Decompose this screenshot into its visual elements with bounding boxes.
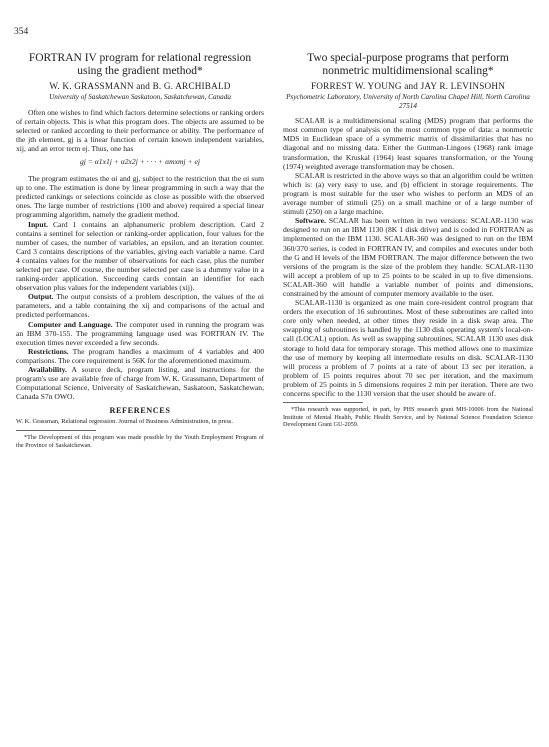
- right-footnote-divider: [283, 402, 363, 403]
- left-article-affiliation: University of Saskatchewan Saskatoon, Saskatchewan, Canada: [49, 93, 231, 101]
- input-text: Card 1 contains an alphanumeric problem description. Card 2 contains a sentinel for selection or ranking-order application, four values for the number of cases, the number of variables, an epsilon, and an iteration counter. Card 3 contains descriptions of the variables, giving each variable a name. Card 4 contains values for the number of observations for each case, plus the number selected per case. Of course, the number selected per case is a dummy value in a ranking-order application. Succeeding cards contain an identifier for each observation plus values for the independent variables (xij).: [16, 219, 264, 293]
- availability-heading: Availability.: [28, 365, 67, 375]
- left-intro-paragraph: Often one wishes to find which factors determine selections or ranking orders of certain objects. This is what this program does. The objects are assumed to be selected or ranked according to their performance or ability. The performance of the jth element, gj is a linear function of certain known independent variables, xij, and an error term ej. Thus, one has: [16, 107, 264, 153]
- page-number: 354: [14, 27, 29, 37]
- computer-section: [16, 320, 264, 347]
- availability-text: A source deck, program listing, and instructions for the program's use are available free of charge from W. K. Grassmann, Department of Computational Science, University of Saskatchewan, Saskatoon, Saskatchewan, Canada S7n OWO.: [16, 365, 264, 402]
- left-method-paragraph: The program estimates the αi and gj, subject to the restriction that the αi sum up to one. The estimation is done by linear programming in such a way that the predicted rankings or selections coincide as close as possible with the observed ones. The large number of restrictions (100 and above) required a special linear programming algorithm, namely the gradient method.: [16, 174, 264, 220]
- regression-equation: gj = α1x1j + α2x2j + · · · + αmxmj + ej: [79, 157, 201, 167]
- output-text: The output consists of a problem description, the values of the αi parameters, and a table containing the xij and comparisons of the actual and predicted performances.: [16, 292, 265, 320]
- footnote-divider: [16, 430, 96, 431]
- left-footnote: *The Development of this program was made possible by the Youth Employment Program of the Province of Saskatchewan.: [16, 434, 264, 449]
- software-section: [283, 216, 533, 298]
- restrictions-heading: Restrictions.: [28, 346, 69, 356]
- right-footnote: *This research was supported, in part, by PHS research grant MH-10006 from the National Institute of Mental Health, Public Health Service, and by National Science Foundation Science Development Grant GU-2059.: [283, 406, 533, 429]
- output-section: [16, 292, 264, 319]
- right-restriction-paragraph: SCALAR is restricted in the above ways so that an algorithm could be written which is: (a) very easy to use, and (b) efficient in storage requirements. The program is most suitable for the user who wishes to perform an MDS of an average number of stimuli (25) on a small machine or of a large number of stimuli (250) on a large machine.: [283, 170, 533, 217]
- output-heading: Output.: [28, 292, 54, 302]
- computer-text: The computer used in running the program was an IBM 370-155. The programming language used was FORTRAN IV. The execution times never exceeded a few seconds.: [16, 319, 264, 347]
- input-heading: Input.: [28, 219, 49, 229]
- right-article-affiliation: Psychometric Laboratory, University of North Carolina Chapel Hill, North Carolina 27514: [286, 93, 530, 110]
- left-article: [16, 52, 264, 449]
- restrictions-text: The program handles a maximum of 4 variables and 400 comparisons. The core requirement is 56K for the aforementioned maximum.: [16, 346, 264, 365]
- computer-heading: Computer and Language.: [28, 319, 113, 329]
- software-heading: Software.: [295, 216, 326, 226]
- restrictions-section: [16, 347, 264, 365]
- right-intro-paragraph: SCALAR is a multidimensional scaling (MDS) program that performs the most common type of analysis on the most common type of data: a nonmetric MDS in Euclidean space of a symmetric matrix of dissimilarities that has no diagonal and no missing data. Either the Guttman-Lingoes (1968) rank image transformation, the Kruskal (1964) least squares transformation, or the Young (1974) weighted average transformation may be chosen.: [283, 116, 533, 171]
- references-heading: REFERENCES: [109, 406, 171, 416]
- left-article-authors: W. K. GRASSMANN and B. G. ARCHIBALD: [49, 81, 231, 91]
- right-article-authors: FORREST W. YOUNG and JAY R. LEVINSOHN: [310, 81, 506, 91]
- availability-section: [16, 365, 264, 401]
- right-organization-paragraph: SCALAR-1130 is organized as one main core-resident control program that orders the execution of 16 subroutines. Most of these subroutines are called into core only when needed, at other times they reside in a disk swap area. The swapping of subroutines is handled by the 1130 disk operating system's local-on-call (LOCAL) option. As well as swapping subroutines, SCALAR 1130 uses disk storage to hold data for temporary storage. This method allows one to maximize the use of memory by keeping all intermediate results on disk. SCALAR-1130 will process a problem of 7 points at a rate of about 13 sec per iteration, a problem of 15 points requires about 70 sec per iteration, and the maximum problem of 25 points in 5 dimensions requires 2 min per iteration. There are two concerns specific to the 1130 version that the user should be aware of.: [283, 298, 533, 398]
- right-article: [283, 52, 533, 429]
- left-article-title: FORTRAN IV program for relational regression using the gradient method*: [28, 52, 252, 77]
- input-section: [16, 220, 264, 293]
- reference-item: W. K. Grassman, Relational regression. Journal of Business Administration, in press.: [16, 418, 234, 426]
- right-article-title: Two special-purpose programs that perform nonmetric multidimensional scaling*: [307, 52, 509, 77]
- software-text: SCALAR has been written in two versions: SCALAR-1130 was designed to run on an IBM 1130 (8K 1 disk drive) and is coded in FORTRAN as implemented on the IBM 1130. SCALAR-360 was designed to run on the IBM 360/370 series, is coded in FORTRAN IV, and compiles and executes under both the G and H levels of the IBM FORTRAN. The major difference between the two versions of the program is the size of the problem they handle. SCALAR-1130 will accept a problem of up to 25 points to be scaled in up to five dimensions. SCALAR-360 will handle a variable number of points and dimensions, constrained by the amount of computer memory available to the user.: [283, 216, 533, 298]
